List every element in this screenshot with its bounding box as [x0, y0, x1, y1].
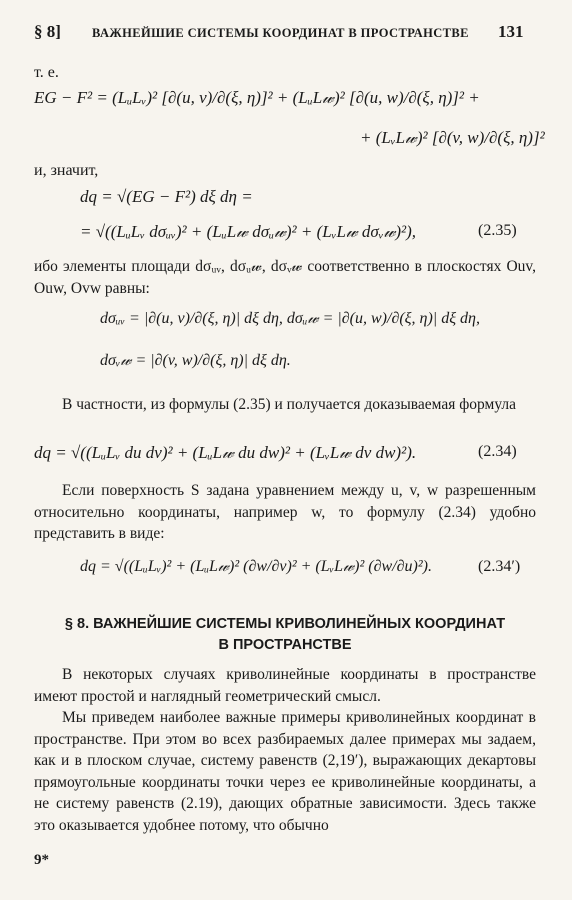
equation-eq2-line2: = √((LᵤLᵥ dσᵤᵥ)² + (LᵤL𝓌 dσᵤ𝓌)² + (LᵥL𝓌 dσᵥ𝓌)²),: [80, 222, 417, 241]
section-heading-line1: § 8. ВАЖНЕЙШИЕ СИСТЕМЫ КРИВОЛИНЕЙНЫХ КООРДИНАТ: [64, 616, 506, 632]
paragraph-2: Мы приведем наиболее важные примеры криволинейных координат в пространстве. При этом во всех разбираемых далее примерах мы задаем, как и в плоском случае, систему равенств (2,19′), выражающих декартовы прямоугольные координаты точки через ее криволинейные координаты, а не систему равенств (2.19), дающих обратные зависимости. Здесь также это оказывается удобнее потому, что обычно: [34, 709, 536, 834]
paragraph-1: В некоторых случаях криволинейные координаты в пространстве имеют простой и наглядный геометрический смысл.: [34, 666, 536, 705]
equation-eq5: dq = √((LᵤLᵥ)² + (LᵤL𝓌)² (∂w/∂v)² + (LᵥL𝓌)² (∂w/∂u)²).: [80, 558, 432, 575]
page-number: 131: [498, 22, 524, 41]
paragraph-chastnosti: В частности, из формулы (2.35) и получается доказываемая формула: [62, 396, 517, 413]
equation-eq4: dq = √((LᵤLᵥ du dv)² + (LᵤL𝓌 du dw)² + (LᵥL𝓌 dv dw)²).: [34, 443, 417, 462]
equation-eq3-line2: dσᵥ𝓌 = |∂(v, w)/∂(ξ, η)| dξ dη.: [100, 352, 291, 369]
equation-eq3-line1: dσᵤᵥ = |∂(u, v)/∂(ξ, η)| dξ dη, dσᵤ𝓌 = |∂(u, w)/∂(ξ, η)| dξ dη,: [100, 310, 480, 327]
section-heading-line2: В ПРОСТРАНСТВЕ: [218, 637, 352, 653]
equation-number-2-34: (2.34): [478, 443, 517, 460]
equation-eq1-line2: + (LᵥL𝓌)² [∂(v, w)/∂(ξ, η)]²: [360, 128, 545, 147]
header-section-number: § 8]: [34, 22, 61, 41]
equation-number-2-35: (2.35): [478, 222, 517, 239]
equation-eq2-line1: dq = √(EG − F²) dξ dη =: [80, 187, 253, 206]
text-te: т. е.: [34, 64, 59, 81]
paragraph-ibo: ибо элементы площади dσᵤᵥ, dσᵤ𝓌, dσᵥ𝓌 соответственно в плоскостях Ouv, Ouw, Ovw равны:: [34, 258, 536, 297]
running-title: ВАЖНЕЙШИЕ СИСТЕМЫ КООРДИНАТ В ПРОСТРАНСТВЕ: [92, 26, 469, 40]
paragraph-esli: Если поверхность S задана уравнением между u, v, w разрешенным относительно координаты, например w, то формулу (2.34) удобно представить в виде:: [34, 482, 536, 542]
equation-eq1-line1: EG − F² = (LᵤLᵥ)² [∂(u, v)/∂(ξ, η)]² + (LᵤL𝓌)² [∂(u, w)/∂(ξ, η)]² +: [34, 88, 480, 107]
equation-number-2-34-prime: (2.34′): [478, 558, 521, 575]
signature-mark: 9*: [34, 852, 49, 868]
text-i-znachit: и, значит,: [34, 162, 99, 179]
